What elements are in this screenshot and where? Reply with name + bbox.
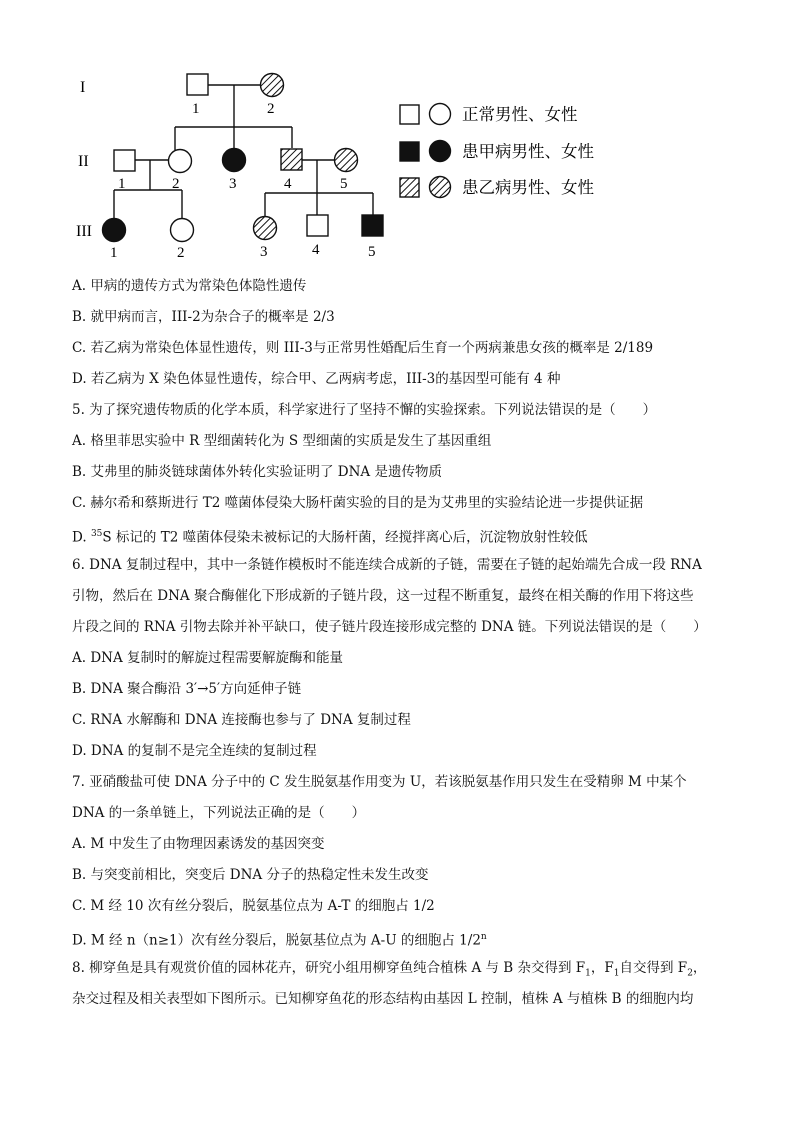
q4-option-b: B. 就甲病而言，III-2为杂合子的概率是 2/3 [72,309,335,325]
legend-disease-b-male-symbol [400,178,419,197]
q7-option-c: C. M 经 10 次有丝分裂后，脱氨基位点为 A-T 的细胞占 1/2 [72,898,435,914]
individual-II-3-disease-a-female [223,149,246,172]
q4-option-a: A. 甲病的遗传方式为常染色体隐性遗传 [72,278,307,294]
q6-stem-line3: 片段之间的 RNA 引物去除并补平缺口，使子链片段连接形成完整的 DNA 链。下列说法错误的是（ ） [72,619,707,635]
q6-option-b: B. DNA 聚合酶沿 3′→5′方向延伸子链 [72,681,302,697]
pedigree-diagram [60,60,620,265]
q6-option-c: C. RNA 水解酶和 DNA 连接酶也参与了 DNA 复制过程 [72,712,411,728]
legend-disease-b-text: 患乙病男性、女性 [462,178,594,197]
q8-subscript-2: 1 [613,968,620,979]
q6-stem-line2: 引物，然后在 DNA 聚合酶催化下形成新的子链片段，这一过程不断重复，最终在相关酶的作用下将这些 [72,588,694,604]
q8-stem-part2: ，F [590,960,614,976]
individual-label-III-1: 1 [110,245,118,261]
generation-label-I: I [80,79,86,96]
q7-stem-line2: DNA 的一条单链上，下列说法正确的是（ ） [72,805,366,821]
individual-II-2-normal-female [169,150,192,173]
legend-normal-text: 正常男性、女性 [462,105,578,124]
individual-label-II-4: 4 [284,176,292,192]
individual-label-II-2: 2 [172,176,180,192]
legend-disease-a-male-symbol [400,142,419,161]
individual-III-2-normal-female [171,219,194,242]
individual-label-II-1: 1 [118,176,126,192]
q5-option-d-prefix: D. [72,529,91,546]
q8-subscript-3: 2 [687,968,693,979]
q7-stem-line1: 7. 亚硝酸盐可使 DNA 分子中的 C 发生脱氨基作用变为 U，若该脱氨基作用只发生在受精卵 M 中某个 [72,774,687,790]
q6-stem-line1: 6. DNA 复制过程中，其中一条链作模板时不能连续合成新的子链，需要在子链的起始端先合成一段 RNA [72,557,702,573]
individual-I-1-normal-male [187,74,208,95]
legend-disease-a-text: 患甲病男性、女性 [462,142,594,161]
individual-II-1-normal-male [114,150,135,171]
q4-option-c: C. 若乙病为常染色体显性遗传，则 III-3与正常男性婚配后生育一个两病兼患女孩的概率是 2/189 [72,340,654,356]
individual-III-3-disease-b-female [254,217,277,240]
q5-option-d [72,524,588,548]
q8-stem-part4: ， [692,960,707,976]
individual-label-III-4: 4 [312,242,320,258]
q8-stem-part1: 8. 柳穿鱼是具有观赏价值的园林花卉，研究小组用柳穿鱼纯合植株 A 与 B 杂交得到 F [72,960,586,976]
q5-option-b: B. 艾弗里的肺炎链球菌体外转化实验证明了 DNA 是遗传物质 [72,464,442,480]
individual-label-I-1: 1 [192,101,200,117]
legend-disease-a-female-symbol [430,141,451,162]
q5-option-c: C. 赫尔希和蔡斯进行 T2 噬菌体侵染大肠杆菌实验的目的是为艾弗里的实验结论进一步提供证据 [72,495,644,511]
legend-normal-female-symbol [430,104,451,125]
q4-option-d: D. 若乙病为 X 染色体显性遗传，综合甲、乙两病考虑，III-3的基因型可能有 4 种 [72,371,561,387]
q7-option-b: B. 与突变前相比，突变后 DNA 分子的热稳定性未发生改变 [72,867,429,883]
individual-II-4-disease-b-male [281,149,302,170]
individual-III-4-normal-male [307,215,328,236]
individual-III-5-disease-a-male [362,215,383,236]
q8-subscript-1: 1 [585,968,591,979]
generation-label-II: II [78,153,89,170]
q8-stem-line2: 杂交过程及相关表型如下图所示。已知柳穿鱼花的形态结构由基因 L 控制，植株 A 与植株 B 的细胞内均 [72,991,694,1007]
q5-option-d-text: S 标记的 T2 噬菌体侵染未被标记的大肠杆菌，经搅拌离心后，沉淀物放射性较低 [102,529,588,546]
q8-stem-part3: 自交得到 F [619,960,688,976]
individual-I-2-disease-b-female [261,74,284,97]
individual-label-II-5: 5 [340,176,348,192]
individual-label-II-3: 3 [229,176,237,192]
individual-label-III-5: 5 [368,244,376,260]
individual-label-III-3: 3 [260,244,268,260]
individual-II-5-disease-b-female [335,149,358,172]
q6-option-d: D. DNA 的复制不是完全连续的复制过程 [72,743,317,759]
q7-option-d [72,927,487,951]
q7-option-d-superscript: n [480,932,487,942]
q7-option-d-text: D. M 经 n（n≥1）次有丝分裂后，脱氨基位点为 A-U 的细胞占 1/2 [72,932,481,949]
pedigree-lines [114,85,373,218]
individual-III-1-disease-a-female [103,219,126,242]
q7-option-a: A. M 中发生了由物理因素诱发的基因突变 [72,836,325,852]
q5-option-a: A. 格里菲思实验中 R 型细菌转化为 S 型细菌的实质是发生了基因重组 [72,433,492,449]
individual-label-I-2: 2 [267,101,275,117]
q5-stem: 5. 为了探究遗传物质的化学本质，科学家进行了坚持不懈的实验探索。下列说法错误的是（ ） [72,402,657,418]
generation-label-III: III [76,223,92,240]
individual-label-III-2: 2 [177,245,185,261]
q6-option-a: A. DNA 复制时的解旋过程需要解旋酶和能量 [72,650,344,666]
legend-normal-male-symbol [400,105,419,124]
q5-option-d-superscript: 35 [90,529,103,539]
legend-disease-b-female-symbol [430,177,451,198]
q8-stem-line1 [72,958,706,984]
